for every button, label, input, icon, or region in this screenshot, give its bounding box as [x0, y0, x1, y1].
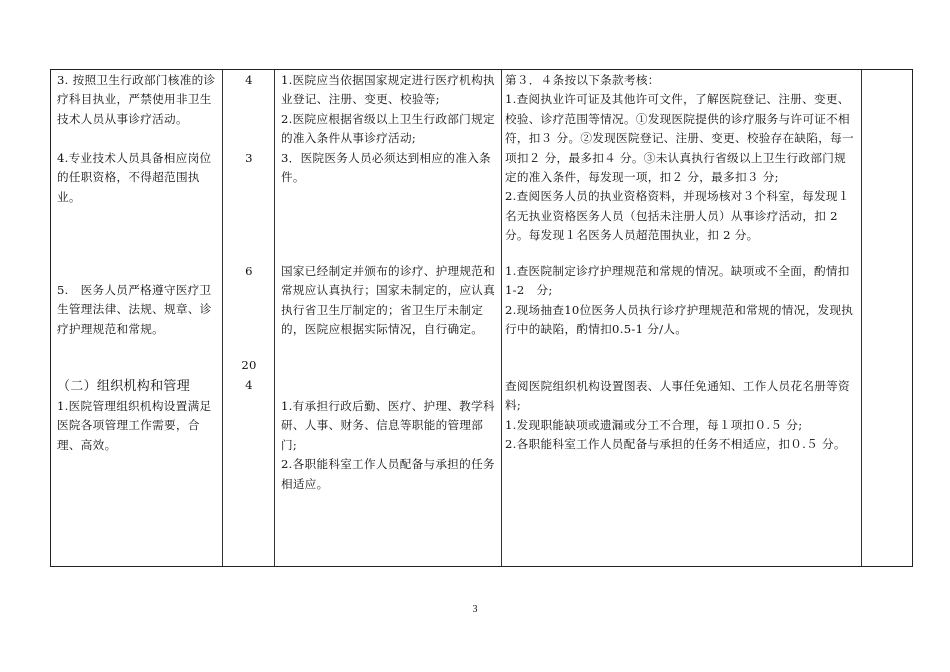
section-heading: （二）组织机构和管理 [57, 379, 191, 394]
assessment-table [50, 69, 913, 567]
column-divider [222, 70, 223, 566]
column-divider [861, 70, 862, 566]
method-block-a: 第３．４条按以下条款考核： 1.查阅执业许可证及其他许可文件，了解医院登记、注册、变更、校验、诊疗范围等情况。①发现医院提供的诊疗服务与许可证不相符，扣３ 分。②发现医院登记、注册、变更、校验存在缺陷，每一项扣２ 分，最多扣４ 分。③未认真执行省级以上卫生行政部门规定的准入条件，每发现一项，扣２ 分，最多扣３ 分; 2.查阅医务人员的执业资格资料，并现场核对３个科室，每发现１名无执业资格医务人员（包括未注册人员）从事诊疗活动，扣 2 分。每发现１名医务人员超范围执业，扣 2 分。 [505, 73, 854, 243]
method-block-c: 查阅医院组织机构设置图表、人事任免通知、工作人员花名册等资料; 1.发现职能缺项或遗漏或分工不合理，每１项扣０.５ 分; 2.各职能科室工作人员配备与承担的任务不相适应，扣０.５ 分。 [505, 379, 850, 452]
score-section: 20 [241, 358, 257, 372]
item-3: 3. 按照卫生行政部门核准的诊疗科目执业，严禁使用非卫生技术人员从事诊疗活动。 [57, 73, 216, 126]
section-item-1: 1.医院管理组织机构设置满足医院各项管理工作需要，合理、高效。 [57, 399, 212, 452]
score-item-3: 4 [245, 73, 253, 87]
item-5: 5. 医务人员严格遵守医疗卫生管理法律、法规、规章、诊疗护理规范和常规。 [57, 283, 212, 336]
standard-item-5: 国家已经制定并颁布的诊疗、护理规范和常规应认真执行；国家未制定的，应认真执行省卫生厅制定的；省卫生厅未制定的，医院应根据实际情况，自行确定。 [281, 264, 496, 337]
column-divider [274, 70, 275, 566]
score-item-4: 3 [245, 151, 253, 165]
page-number: 3 [472, 604, 478, 615]
standard-block-1: 1.医院应当依据国家规定进行医疗机构执业登记、注册、变更、校验等; 2.医院应根据省级以上卫生行政部门规定的准入条件从事诊疗活动; 3．医院医务人员必须达到相应的准入条件。 [281, 73, 495, 185]
standard-section: 1.有承担行政后勤、医疗、护理、教学科研、人事、财务、信息等职能的管理部门; 2.各职能科室工作人员配备与承担的任务相适应。 [281, 399, 495, 491]
method-block-b: 1.查医院制定诊疗护理规范和常规的情况。缺项或不全面，酌情扣1-2 分; 2.现场抽查10位医务人员执行诊疗护理规范和常规的情况，发现执行中的缺陷，酌情扣0.5-1 分/人。 [505, 264, 854, 337]
item-4: 4.专业技术人员具备相应岗位的任职资格，不得超范围执业。 [57, 151, 212, 204]
column-divider [501, 70, 502, 566]
score-item-5: 6 [245, 264, 253, 278]
score-section-item-1: 4 [245, 378, 253, 392]
